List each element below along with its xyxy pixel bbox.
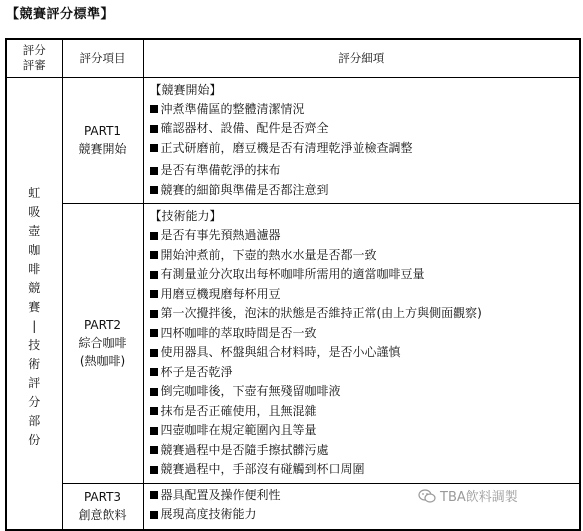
bullet-square-icon [150, 232, 158, 240]
bullet-square-icon [150, 167, 158, 175]
section-heading: 【技術能力】 [149, 209, 222, 223]
bullet-square-icon [150, 329, 158, 337]
watermark: TBA飲料調製 [418, 486, 518, 505]
list-item: 正式研磨前，磨豆機是否有清理乾淨並檢查調整 [150, 139, 580, 159]
bullet-square-icon [150, 427, 158, 435]
list-item: 是否有事先預熱過濾器 [150, 226, 580, 246]
part2-details [143, 204, 580, 484]
bullet-square-icon [150, 310, 158, 318]
list-item: 用磨豆機現磨每杯用豆 [150, 285, 580, 305]
bullet-square-icon [150, 144, 158, 152]
list-item: 沖煮準備區的整體清潔情況 [150, 100, 580, 120]
part2-row [6, 204, 580, 484]
bullet-square-icon [150, 290, 158, 298]
part1-label: PART1 競賽開始 [62, 77, 143, 204]
bullet-square-icon [150, 491, 158, 499]
bullet-square-icon [150, 271, 158, 279]
header-item: 評分項目 [62, 39, 143, 77]
list-item: 使用器具、杯盤與組合材料時，是否小心謹慎 [150, 343, 580, 363]
bullet-square-icon [150, 511, 158, 519]
bullet-square-icon [150, 349, 158, 357]
bullet-square-icon [150, 446, 158, 454]
bullet-square-icon [150, 368, 158, 376]
list-item: 有測量並分次取出每杯咖啡所需用的適當咖啡豆量 [150, 265, 580, 285]
list-item: 四壺咖啡在規定範圍內且等量 [150, 421, 580, 441]
header-detail: 評分細項 [143, 39, 580, 77]
bullet-square-icon [150, 186, 158, 194]
list-item: 四杯咖啡的萃取時間是否一致 [150, 324, 580, 344]
bullet-square-icon [150, 125, 158, 133]
bullet-square-icon [150, 466, 158, 474]
part1-row [6, 77, 580, 204]
list-item: 倒完咖啡後，下壺有無殘留咖啡液 [150, 382, 580, 402]
list-item: 器具配置及操作便利性 [150, 486, 580, 506]
scoring-table [5, 38, 581, 531]
list-item: 競賽過程中，手部沒有碰觸到杯口周圍 [150, 460, 580, 480]
part3-label: PART3 創意飲料 [62, 483, 143, 530]
header-judge: 評分評審 [6, 39, 62, 77]
part2-label: PART2 綜合咖啡 (熱咖啡) [62, 204, 143, 484]
list-item: 抹布是否正確使用，且無混雜 [150, 402, 580, 422]
wechat-icon [418, 489, 436, 503]
list-item: 確認器材、設備、配件是否齊全 [150, 119, 580, 139]
bullet-square-icon [150, 251, 158, 259]
bullet-square-icon [150, 388, 158, 396]
bullet-square-icon [150, 407, 158, 415]
header-row [6, 39, 580, 77]
judge-label: 虹 吸 壺 咖 啡 競 賽 | 技 術 評 分 部 份 [6, 77, 62, 530]
section-heading: 【競賽開始】 [149, 82, 222, 97]
list-item: 競賽過程中是否隨手擦拭髒污處 [150, 441, 580, 461]
bullet-square-icon [150, 105, 158, 113]
part1-details [143, 77, 580, 204]
list-item: 杯子是否乾淨 [150, 363, 580, 383]
list-item: 第一次攪拌後，泡沫的狀態是否維持正常(由上方與側面觀察) [150, 304, 580, 324]
list-item: 展現高度技術能力 [150, 505, 580, 525]
list-item: 開始沖煮前，下壺的熱水水量是否都一致 [150, 246, 580, 266]
page-title: 【競賽評分標準】 [6, 7, 115, 22]
list-item: 競賽的細節與準備是否都注意到 [150, 181, 580, 201]
list-item: 是否有準備乾淨的抹布 [150, 161, 580, 181]
